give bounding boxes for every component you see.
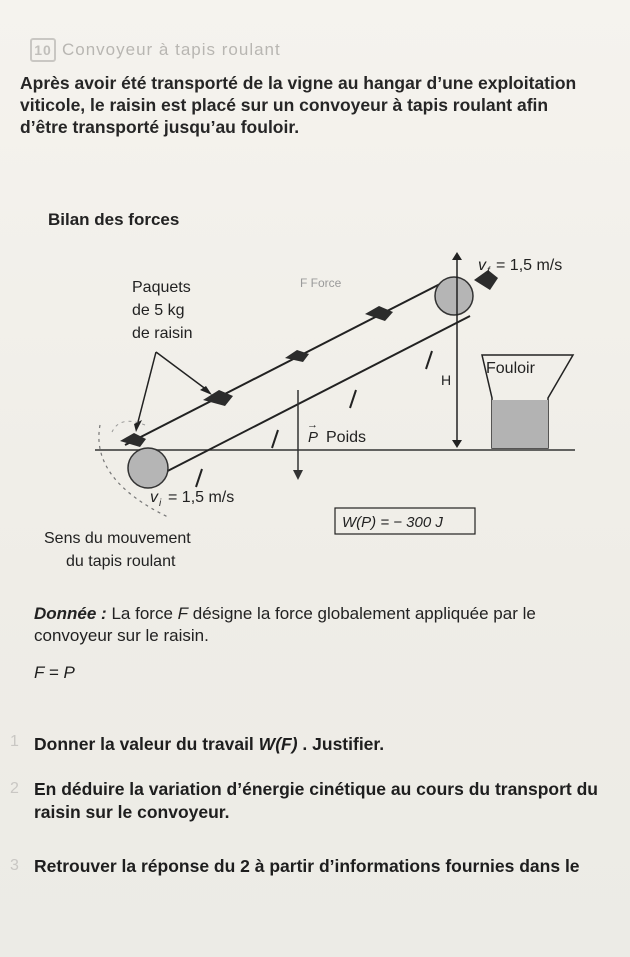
bottom-roller — [128, 448, 168, 488]
question-1-text-a: Donner la valeur du travail — [34, 734, 254, 754]
label-paquets-3: de raisin — [132, 325, 193, 342]
donnee-equation: F = P — [34, 663, 75, 682]
question-2-number: 2 — [10, 780, 19, 797]
label-poids-arrow: → — [307, 419, 318, 431]
grape-packet — [120, 433, 146, 447]
question-1-text-b: . Justifier. — [302, 734, 385, 754]
label-paquets-2: de 5 kg — [132, 302, 185, 319]
belt-bottom — [150, 316, 470, 480]
top-roller — [435, 277, 473, 315]
label-vf-value: = 1,5 m/s — [496, 257, 563, 274]
label-poids-vec: P — [308, 429, 319, 446]
exercise-title: Convoyeur à tapis roulant — [62, 40, 281, 59]
donnee-vec: F — [177, 604, 189, 623]
question-3-number: 3 — [10, 857, 19, 874]
exercise-header — [30, 38, 281, 62]
pointer-arrow-1 — [138, 352, 156, 422]
section-title: Bilan des forces — [48, 210, 180, 229]
label-sens-2: du tapis roulant — [66, 553, 176, 570]
label-vi-value: = 1,5 m/s — [168, 489, 235, 506]
label-sens: Sens du mouvement — [44, 530, 191, 547]
question-1-number: 1 — [10, 733, 19, 750]
donnee-label: Donnée : — [34, 604, 107, 623]
label-force: F Force — [300, 276, 342, 290]
label-paquets: Paquets — [132, 279, 191, 296]
pointer-arrow-2 — [156, 352, 207, 390]
donnee-paragraph — [34, 603, 594, 647]
label-poids: Poids — [326, 429, 367, 446]
exercise-number: 10 — [30, 38, 56, 62]
work-box-text: W(P) = − 300 J — [342, 514, 443, 531]
label-H: H — [441, 372, 452, 388]
label-vi: v — [150, 489, 158, 506]
donnee-text-1: La force — [111, 604, 173, 623]
force-diagram — [0, 240, 630, 580]
donnee-text-2: désigne la force globalement appliquée par le convoyeur sur le raisin. — [34, 604, 536, 645]
question-2: En déduire la variation d’énergie cinétique au cours du transport du raisin sur le convoyeur. — [34, 779, 598, 822]
grape-packet — [365, 306, 393, 321]
label-fouloir: Fouloir — [486, 360, 535, 377]
label-vf-sub: f — [487, 266, 490, 277]
fouloir-fill — [492, 400, 548, 448]
question-1-formula: W(F) — [258, 734, 298, 754]
intro-paragraph: Après avoir été transporté de la vigne au hangar d’une exploitation viticole, le raisin est placé sur un convoyeur à tapis roulant afin d’être transporté jusqu’au fouloir. — [20, 73, 577, 137]
question-1 — [34, 733, 594, 756]
question-3: Retrouver la réponse du 2 à partir d’informations fournies dans le — [34, 856, 580, 876]
label-vf: v — [478, 257, 486, 274]
label-vi-sub: i — [159, 498, 162, 509]
